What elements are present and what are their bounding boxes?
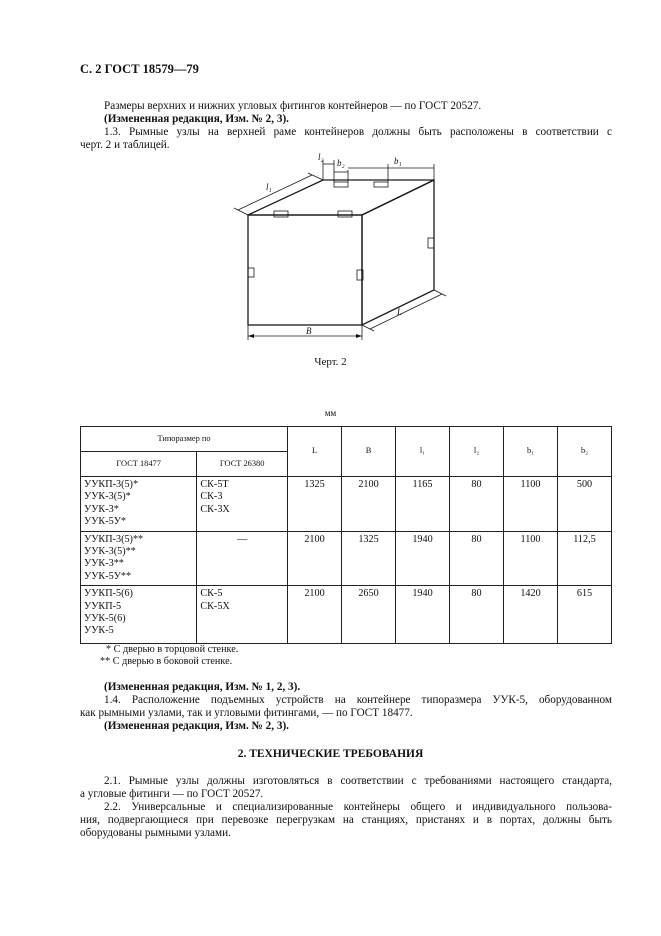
cell-L: 2100 bbox=[288, 586, 342, 644]
th-L: L bbox=[288, 427, 342, 477]
para-2-1-line1: 2.1. Рымные узлы должны изготовляться в соответствии с требованиями настоящего стандарта, bbox=[104, 775, 612, 787]
para-1-3-line1: 1.3. Рымные узлы на верхней раме контейнеров должны быть расположены в соответствии с bbox=[104, 126, 612, 138]
cell-gost1: УУКП-3(5)* bbox=[84, 479, 139, 490]
table-row bbox=[81, 586, 612, 644]
para-1-4-line2: как рымными узлами, так и угловыми фитингами, — по ГОСТ 18477. bbox=[80, 707, 413, 719]
dim-b2-label: b₂ bbox=[337, 158, 345, 168]
th-group: Типоразмер по bbox=[81, 427, 288, 452]
fitting-sizes-line: Размеры верхних и нижних угловых фитингов контейнеров — по ГОСТ 20527. bbox=[104, 100, 482, 112]
section-2-title: 2. ТЕХНИЧЕСКИЕ ТРЕБОВАНИЯ bbox=[237, 748, 424, 760]
rope-node-rear-left bbox=[334, 182, 348, 187]
cell-l2: 80 bbox=[450, 477, 504, 532]
para-2-2-line3: оборудованы рымными узлами. bbox=[80, 827, 231, 839]
th-B: B bbox=[342, 427, 396, 477]
fitting-front-left bbox=[248, 268, 254, 277]
para-1-3-line2: черт. 2 и таблицей. bbox=[80, 139, 170, 151]
cell-l2: 80 bbox=[450, 586, 504, 644]
cell-gost1: УУКП-3(5)** bbox=[84, 533, 144, 545]
cell-b1: 1100 bbox=[504, 477, 558, 532]
cell-B: 2650 bbox=[342, 586, 396, 644]
cell-l1: 1165 bbox=[396, 477, 450, 532]
cell-gost1: УУКП-5(6) bbox=[84, 588, 133, 600]
cell-gost1: УУК-3(5)** bbox=[84, 546, 136, 558]
figure-caption: Черт. 2 bbox=[314, 356, 347, 368]
th-b1: b₁ bbox=[504, 427, 558, 477]
container-top-face bbox=[248, 180, 434, 215]
edit-note-3: (Измененная редакция, Изм. № 2, 3). bbox=[104, 720, 289, 732]
th-l2: l₂ bbox=[450, 427, 504, 477]
dimension-L-line bbox=[370, 294, 442, 329]
cell-gost2: — bbox=[237, 533, 248, 545]
th-l1: l₁ bbox=[396, 427, 450, 477]
cell-B: 1325 bbox=[342, 531, 396, 586]
rope-node-front-left bbox=[274, 211, 288, 217]
cell-gost1: УУК-5(6) bbox=[84, 613, 126, 625]
cell-gost1: УУК-3(5)* bbox=[84, 491, 131, 503]
cell-b2: 615 bbox=[558, 586, 612, 644]
cell-l2: 80 bbox=[450, 531, 504, 586]
th-gost-18477: ГОСТ 18477 bbox=[81, 452, 197, 477]
cell-L: 2100 bbox=[288, 531, 342, 586]
table-note-2: ** С дверью в боковой стенке. bbox=[100, 656, 233, 667]
table-note-1: * С дверью в торцовой стенке. bbox=[106, 644, 239, 655]
cell-gost1: УУК-5У* bbox=[84, 516, 127, 528]
cell-gost1: УУК-5 bbox=[84, 625, 114, 637]
dim-l1-label: l₁ bbox=[266, 182, 272, 192]
table-row bbox=[81, 531, 612, 586]
cell-L: 1325 bbox=[288, 477, 342, 532]
fitting-rear-right bbox=[428, 238, 434, 248]
cell-B: 2100 bbox=[342, 477, 396, 532]
para-2-2-line1: 2.2. Универсальные и специализированные контейнеры общего и индивидуального пользова- bbox=[104, 801, 612, 813]
th-gost-26380: ГОСТ 26380 bbox=[197, 452, 288, 477]
container-front-face bbox=[248, 215, 362, 325]
para-1-4-line1: 1.4. Расположение подъемных устройств на контейнере типоразмера УУК-5, оборудованном bbox=[104, 694, 612, 706]
rope-node-front-right bbox=[338, 211, 352, 217]
dim-b1-label: b₁ bbox=[394, 156, 402, 166]
cell-gost2: СК-5 bbox=[200, 588, 223, 600]
cell-l1: 1940 bbox=[396, 531, 450, 586]
dimension-l1-line bbox=[238, 175, 312, 210]
cell-b1: 1420 bbox=[504, 586, 558, 644]
th-b2: b₂ bbox=[558, 427, 612, 477]
cell-b1: 1100 bbox=[504, 531, 558, 586]
cell-gost2: СК-3 bbox=[200, 491, 223, 503]
cell-gost2: СК-3Х bbox=[200, 503, 230, 515]
container-drawing bbox=[222, 150, 452, 350]
dim-L-label: L bbox=[397, 307, 403, 317]
dim-l2-label: l₂ bbox=[318, 152, 324, 162]
cell-gost1: УУК-5У** bbox=[84, 570, 132, 582]
page-header: С. 2 ГОСТ 18579—79 bbox=[80, 62, 199, 76]
cell-gost1: УУКП-5 bbox=[84, 600, 122, 612]
dim-B-label: B bbox=[306, 326, 312, 336]
cell-gost2: СК-5Т bbox=[200, 479, 229, 490]
rope-node-table bbox=[80, 426, 612, 644]
cell-gost2: СК-5Х bbox=[200, 600, 230, 612]
para-2-1-line2: а угловые фитинги — по ГОСТ 20527. bbox=[80, 788, 264, 800]
edit-note-2: (Измененная редакция, Изм. № 1, 2, 3). bbox=[104, 681, 301, 693]
edit-note-1: (Измененная редакция, Изм. № 2, 3). bbox=[104, 113, 289, 125]
cell-l1: 1940 bbox=[396, 586, 450, 644]
cell-gost1: УУК-3** bbox=[84, 558, 124, 570]
table-row bbox=[81, 477, 612, 532]
table-unit: мм bbox=[324, 408, 337, 418]
cell-gost1: УУК-3* bbox=[84, 503, 119, 515]
para-2-2-line2: ния, подвергающиеся при перевозке перегрузкам на станциях, пристанях и в портах, должны быть bbox=[80, 814, 612, 826]
cell-b2: 112,5 bbox=[558, 531, 612, 586]
rope-node-rear-right bbox=[374, 182, 388, 187]
cell-b2: 500 bbox=[558, 477, 612, 532]
